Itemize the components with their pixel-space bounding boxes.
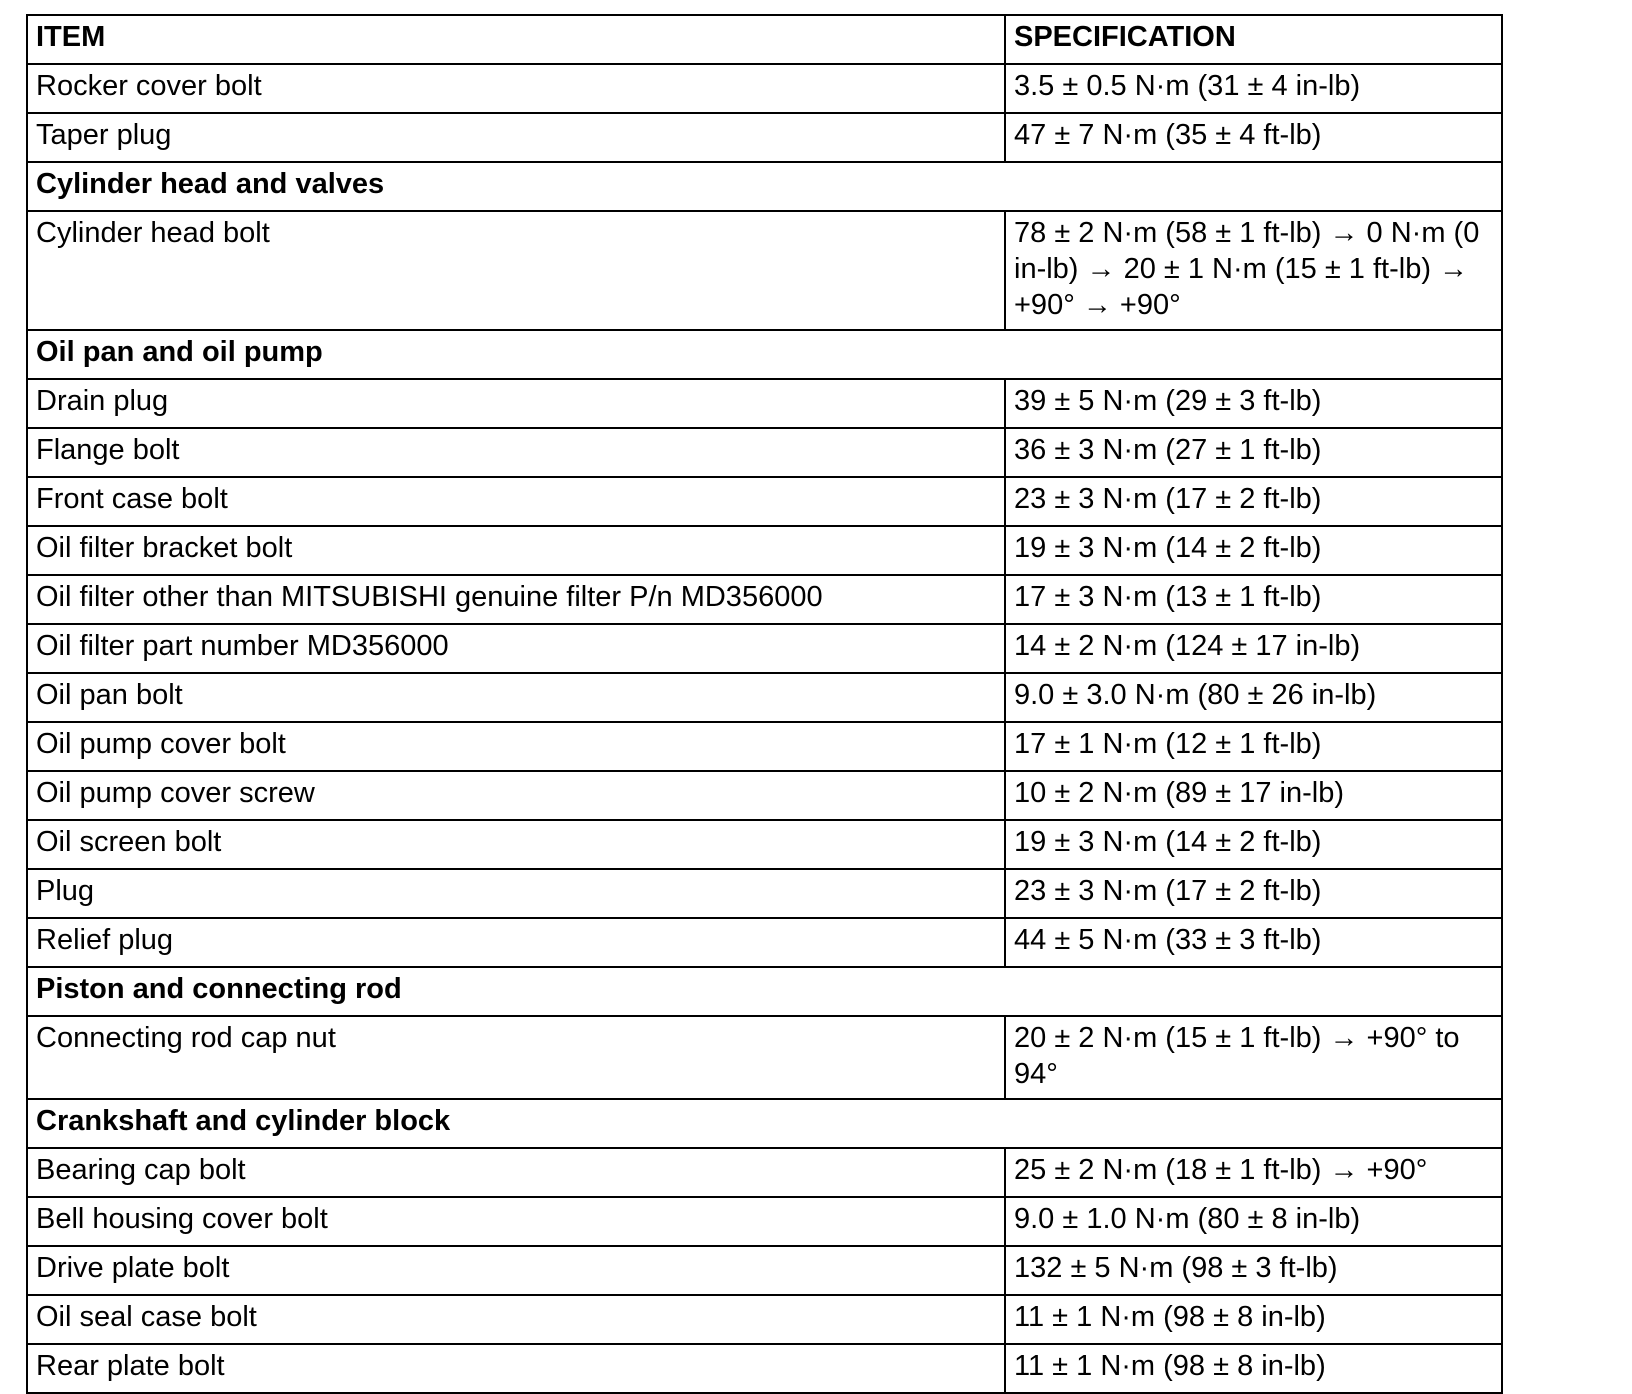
table-row — [27, 526, 1502, 575]
item-cell: Oil pan bolt — [27, 673, 1005, 722]
torque-spec-table — [26, 14, 1503, 1394]
spec-cell: 17 ± 1 N·m (12 ± 1 ft-lb) — [1005, 722, 1502, 771]
spec-cell: 20 ± 2 N·m (15 ± 1 ft-lb) → +90° to 94° — [1005, 1016, 1502, 1099]
item-cell: Flange bolt — [27, 428, 1005, 477]
spec-cell: 11 ± 1 N·m (98 ± 8 in-lb) — [1005, 1344, 1502, 1393]
spec-cell: 19 ± 3 N·m (14 ± 2 ft-lb) — [1005, 526, 1502, 575]
spec-cell: 3.5 ± 0.5 N·m (31 ± 4 in-lb) — [1005, 64, 1502, 113]
spec-cell: 17 ± 3 N·m (13 ± 1 ft-lb) — [1005, 575, 1502, 624]
table-header-row — [27, 15, 1502, 64]
item-cell: Connecting rod cap nut — [27, 1016, 1005, 1099]
item-cell: Relief plug — [27, 918, 1005, 967]
item-cell: Oil seal case bolt — [27, 1295, 1005, 1344]
table-row — [27, 673, 1502, 722]
table-row — [27, 918, 1502, 967]
section-row — [27, 162, 1502, 211]
item-cell: Drive plate bolt — [27, 1246, 1005, 1295]
table-row — [27, 211, 1502, 330]
table-row — [27, 1246, 1502, 1295]
table-row — [27, 477, 1502, 526]
spec-cell: 11 ± 1 N·m (98 ± 8 in-lb) — [1005, 1295, 1502, 1344]
table-row — [27, 624, 1502, 673]
spec-cell: 39 ± 5 N·m (29 ± 3 ft-lb) — [1005, 379, 1502, 428]
spec-cell: 9.0 ± 3.0 N·m (80 ± 26 in-lb) — [1005, 673, 1502, 722]
item-cell: Bell housing cover bolt — [27, 1197, 1005, 1246]
table-row — [27, 820, 1502, 869]
spec-cell: 132 ± 5 N·m (98 ± 3 ft-lb) — [1005, 1246, 1502, 1295]
table-row — [27, 722, 1502, 771]
spec-cell: 36 ± 3 N·m (27 ± 1 ft-lb) — [1005, 428, 1502, 477]
item-cell: Plug — [27, 869, 1005, 918]
spec-cell: 23 ± 3 N·m (17 ± 2 ft-lb) — [1005, 869, 1502, 918]
spec-cell: 9.0 ± 1.0 N·m (80 ± 8 in-lb) — [1005, 1197, 1502, 1246]
table-row — [27, 64, 1502, 113]
item-cell: Taper plug — [27, 113, 1005, 162]
section-heading: Cylinder head and valves — [27, 162, 1502, 211]
table-row — [27, 869, 1502, 918]
column-header-specification: SPECIFICATION — [1005, 15, 1502, 64]
section-heading: Crankshaft and cylinder block — [27, 1099, 1502, 1148]
table-row — [27, 1197, 1502, 1246]
table-row — [27, 428, 1502, 477]
section-row — [27, 1099, 1502, 1148]
item-cell: Front case bolt — [27, 477, 1005, 526]
section-row — [27, 330, 1502, 379]
table-row — [27, 1295, 1502, 1344]
spec-cell: 10 ± 2 N·m (89 ± 17 in-lb) — [1005, 771, 1502, 820]
spec-cell: 19 ± 3 N·m (14 ± 2 ft-lb) — [1005, 820, 1502, 869]
table-row — [27, 379, 1502, 428]
section-row — [27, 967, 1502, 1016]
item-cell: Cylinder head bolt — [27, 211, 1005, 330]
item-cell: Oil screen bolt — [27, 820, 1005, 869]
spec-cell: 23 ± 3 N·m (17 ± 2 ft-lb) — [1005, 477, 1502, 526]
spec-cell: 47 ± 7 N·m (35 ± 4 ft-lb) — [1005, 113, 1502, 162]
item-cell: Rocker cover bolt — [27, 64, 1005, 113]
column-header-item: ITEM — [27, 15, 1005, 64]
item-cell: Rear plate bolt — [27, 1344, 1005, 1393]
table-row — [27, 575, 1502, 624]
item-cell: Oil pump cover screw — [27, 771, 1005, 820]
item-cell: Oil filter part number MD356000 — [27, 624, 1005, 673]
spec-cell: 14 ± 2 N·m (124 ± 17 in-lb) — [1005, 624, 1502, 673]
item-cell: Drain plug — [27, 379, 1005, 428]
item-cell: Oil filter other than MITSUBISHI genuine filter P/n MD356000 — [27, 575, 1005, 624]
spec-cell: 44 ± 5 N·m (33 ± 3 ft-lb) — [1005, 918, 1502, 967]
table-row — [27, 113, 1502, 162]
section-heading: Oil pan and oil pump — [27, 330, 1502, 379]
item-cell: Bearing cap bolt — [27, 1148, 1005, 1197]
item-cell: Oil pump cover bolt — [27, 722, 1005, 771]
table-row — [27, 1344, 1502, 1393]
section-heading: Piston and connecting rod — [27, 967, 1502, 1016]
table-row — [27, 771, 1502, 820]
item-cell: Oil filter bracket bolt — [27, 526, 1005, 575]
spec-cell: 25 ± 2 N·m (18 ± 1 ft-lb) → +90° — [1005, 1148, 1502, 1197]
table-row — [27, 1148, 1502, 1197]
table-row — [27, 1016, 1502, 1099]
spec-cell: 78 ± 2 N·m (58 ± 1 ft-lb) → 0 N·m (0 in-lb) → 20 ± 1 N·m (15 ± 1 ft-lb) → +90° → +90° — [1005, 211, 1502, 330]
